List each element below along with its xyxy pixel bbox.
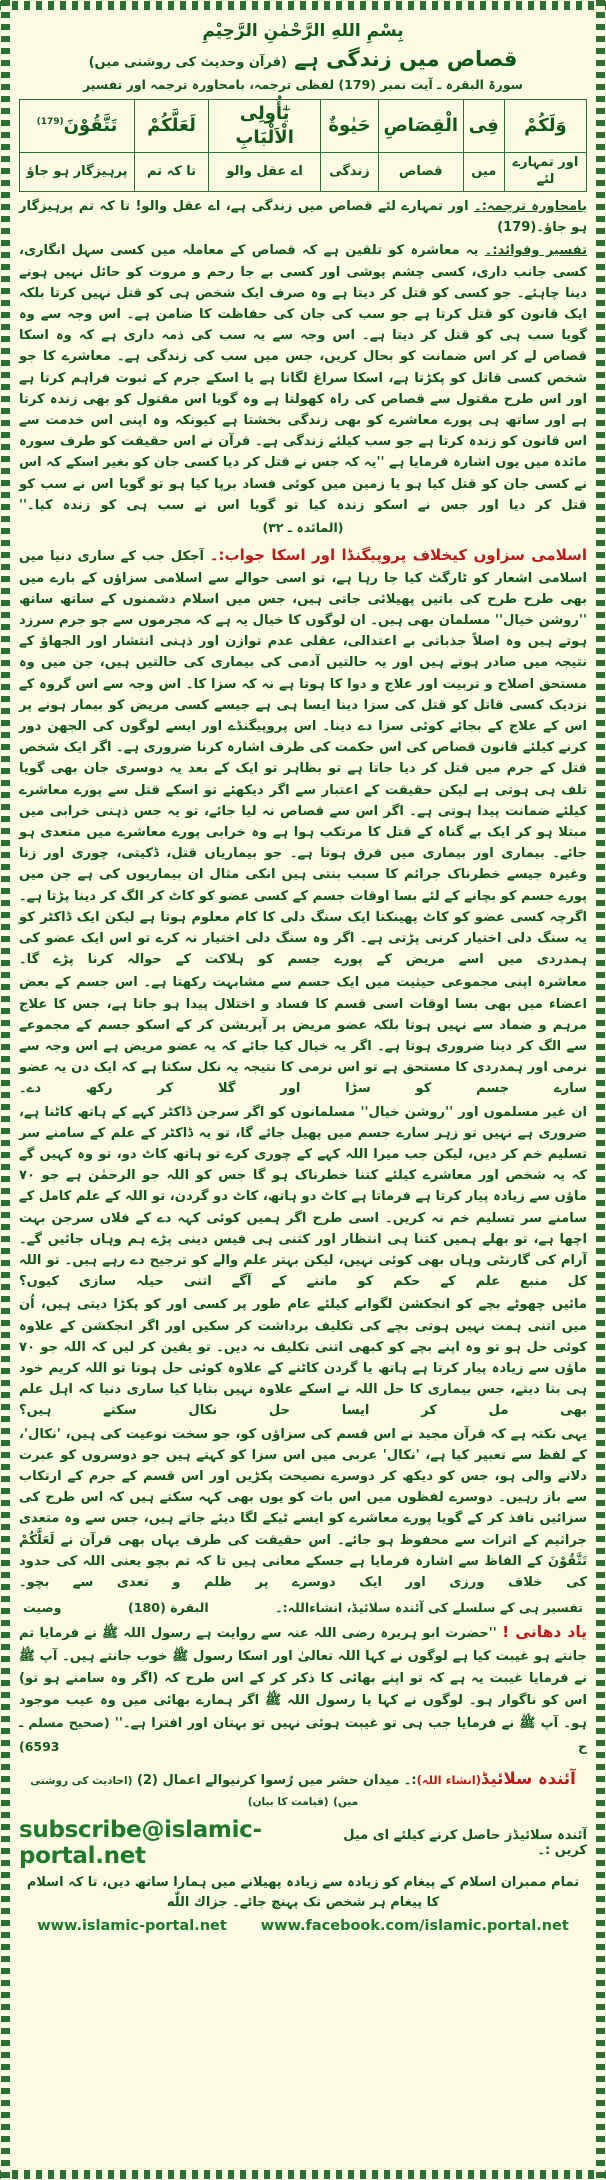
footer-links-row: [19, 1918, 587, 1934]
page-title: [19, 46, 587, 73]
section-body-4: مائیں چھوٹے بچے کو انجکشن لگوانے کیلئے عام طور پر کسی اور کو پکڑا دیتی ہیں، اُن میں اتنی ہمت نہیں ہوتی بچے کی تکلیف برداشت کر سکیں اور اگر انجکشن کے علاوہ کوئی حل ہو تو وہ اپنے بچے کو کبھی اتنی تکلیف نہ دیں۔ تو یقین کر لیں کہ اللہ جو ۷۰ ماؤں سے زیادہ پیار کرتا ہے ہاتھ یا گردن کاٹنے کے علاوہ کوئی حل ہوتا تو اللہ کریم خود ہی بتا دیتے، جس بیماری کا حل اللہ نے اسکے علاوہ نہیں بتایا کیا ساری دنیا کہ اہل علم بھی مل کر ایسا حل نکال سکتے ہیں؟: [19, 1297, 587, 1419]
page-title-subtitle: (قرآن وحدیث کی روشنی میں): [88, 55, 287, 71]
facebook-link[interactable]: www.facebook.com/islamic.portal.net: [260, 1918, 569, 1935]
subscribe-row: [19, 1817, 587, 1869]
footer-next-note-1: (احادیث کی روشنی میں): [30, 1774, 359, 1808]
section-body-5: یہی نکتہ ہے کہ قرآن مجید نے اس قسم کی سزاؤں کو، جو سخت نوعیت کی ہیں، 'نکال'، کے لفظ سے تعبیر کیا ہے، 'نکال' عربی میں اس سزا کو کہتے ہیں جو دوسروں کو عبرت دلانے والی ہو، جس کو دیکھ کر دوسرے نصیحت پکڑیں اور اس قسم کے جرم کے ارتکاب سے باز رہیں۔ دوسرے لفظوں میں اس بات کو یوں بھی کہہ سکتے ہیں کہ اس طرح کی سزائیں نافذ کر کے گویا پورے معاشرے کو ایسے ٹیکے لگا دیئے جاتے ہیں، جس سے وہ متعدی جراثیم کے اثرات سے محفوظ ہو جائے۔ اس حقیقت کی طرف یہاں بھی قرآن نے لَعَلَّكُمْ تَتَّقُوْنَ کے الفاظ سے اشارہ فرمایا ہے جسکے معانی ہیں تا کہ تم بچو یعنی اللہ کی حدود کی خلاف ورزی اور ایک دوسرے پر ظلم و تعدی سے بچو۔: [19, 1426, 587, 1591]
reminder-text: ''حضرت ابو ہریرہ رضی اللہ عنہ سے روایت ہے رسول اللہ ﷺ نے فرمایا تم جانتے ہو غیبت کیا ہے لوگوں نے کہا اللہ تعالیٰ اور اسکا رسول ﷺ خوب جانتے ہیں۔ آپ ﷺ نے فرمایا غیبت یہ ہے کہ تو اپنے بھائی کا ذکر کر کے اس طرح کہ (اگر وہ سامنے ہو تو) اس کو ناگوار ہو۔ لوگوں نے کہا یا رسول اللہ ﷺ اگر ہمارے بھائی میں وہ عیب موجود ہو۔ آپ ﷺ نے فرمایا جب ہی تو غیبت ہوئی نہیں تو بہتان اور افترا ہے۔'': [19, 1626, 587, 1732]
urdu-cell-6: تا کہ تم: [135, 153, 209, 192]
section-heading: اسلامی سزاوں کیخلاف پروپیگنڈا اور اسکا جواب:۔: [209, 546, 587, 565]
next-slide-note: تفسیر ہی کے سلسلے کی آئندہ سلائیڈ، انشاءاللہ:۔: [275, 1600, 583, 1616]
footer-next-note-2: (قیامت کا بیان): [247, 1795, 329, 1808]
urdu-cell-7: پرہیزگار ہو جاؤ: [20, 153, 135, 192]
next-slide-topic-word: وصیت: [23, 1600, 62, 1616]
footer-next-slide-line: [19, 1767, 587, 1811]
spread-message: تمام ممبران اسلام کے پیغام کو زیادہ سے زیادہ پھیلانے میں ہمارا ساتھ دیں، تا کہ اسلام کا پیغام ہر شخص تک پہنچ جائے۔ جزاك اللّٰه: [26, 1875, 580, 1910]
border-bottom-dotted: [0, 2170, 606, 2179]
translation-paragraph: [19, 196, 587, 238]
page-content: [13, 13, 593, 2167]
subscribe-label: آئندہ سلائیڈز حاصل کرنے کیلئے ای میل کریں :۔: [343, 1828, 587, 1859]
border-right-dotted: [596, 0, 605, 2180]
urdu-cell-5: اے عقل والو: [209, 153, 321, 192]
translation-text: اور تمہارے لئے قصاص میں زندگی ہے، اے عقل والو! تا کہ تم پرہیزگار ہو جاؤ۔(179): [19, 198, 587, 236]
arabic-cell-1: وَلَكُمْ: [504, 99, 586, 153]
ayat-word-table: [19, 99, 587, 192]
quran-reference: (المائدہ ـ ۳۲): [262, 519, 344, 535]
table-row-urdu: [20, 153, 587, 192]
arabic-cell-5: يٰٓأُولِى الْاَلْبَابِ: [209, 99, 321, 153]
footer-next-topic: میدان حشر میں رُسوا کرنیوالے اعمال (2): [136, 1772, 400, 1788]
reminder-title: یاد دھانی !: [502, 1623, 588, 1642]
footer-colon: :۔: [403, 1772, 417, 1788]
footer-inshallah: (انشاء اللہ): [416, 1772, 481, 1787]
subscribe-email-link[interactable]: subscribe@islamic-portal.net: [19, 1817, 262, 1870]
footer-next-slide-label: آئندہ سلائیڈ: [481, 1768, 576, 1788]
urdu-cell-2: میں: [463, 153, 504, 192]
verse-number: (179): [36, 116, 64, 127]
arabic-cell-7-text: تَتَّقُوْنَ: [63, 114, 118, 136]
section-body-3: ان غیر مسلموں اور ''روشن خیال'' مسلمانوں کو اگر سرجن ڈاکٹر کہے کے ہاتھ کاٹنا ہے، ضروری ہے نہیں تو زہر سارے جسم میں پھیل جائے گا، تو یہ ڈاکٹر کے علم کے سامنے سر تسلیم خم کر دیں، لیکن جب میرا اللہ کہے کے چوری کرے تو ہاتھ کاٹ دو، تو وہ کہیں گے کہ یہ شخص اور معاشرے کیلئے کتنا خطرناک ہو گا جس کو اللہ جو الرحمٰن ہے جو ۷۰ ماؤں سے زیادہ پیار کرتا ہے فرماتا ہے کاٹ دو ہاتھ، کاٹ دو گردن، تو اللہ کے علم کامل کے سامنے سر تسلیم خم نہ کریں۔ اسی طرح اگر ہمیں کوئی کہہ دے کے فلاں سرجن بہت اچھا ہے، تو بھلے ہمیں کتنا ہی انتظار اور کتنی ہی فیس دینی پڑے ہم وہاں جائیں گے۔ آرام کی گارنٹی وہاں بھی کوئی نہیں، لیکن بہتر علم والے کو ترجیح دے رہے ہیں۔ تو اللہ کل منبع علم کے حکم کو ماننے کے آگے اتنی حیلہ سازی کیوں؟: [19, 1104, 587, 1290]
arabic-cell-7: [20, 99, 135, 153]
translation-label: بامحاورہ ترجمہ:۔: [474, 198, 587, 214]
reminder-block: [19, 1619, 587, 1759]
section-body-1: آجکل جب کے ساری دنیا میں اسلامی اشعار کو ٹارگٹ کیا جا رہا ہے، تو اسی حوالے سے اسلامی سزاؤں کے بارے میں بھی طرح طرح کی باتیں پھیلائی جاتی ہیں، جس میں اسلام دشمنوں کے ساتھ ساتھ ''روشن خیال'' مسلمان بھی ہیں۔ ان لوگوں کا خیال یہ ہے کہ مجرموں سے جو جرم سرزد ہوتے ہیں وہ اصلاً جذباتی بے اعتدالی، عقلی عدم توازن اور ذہنی انتشار اور الجھاؤ کے نتیجہ میں صادر ہوتے ہیں اور یہ حالتیں آدمی کی بیماری کی حالتیں ہیں، جن میں وہ مستحق اصلاح و تربیت اور علاج و دوا کا ہوتا ہے نہ کہ سزا کا۔ اس وجہ سے اس گروہ کے نزدیک کسی قاتل کو قتل کی سزا دینا ایسا ہی ہے جیسے کسی مریض کو بیمار ہونے پر اس کے علاج کے بجائے کوئی سزا دے دینا۔ اس پروپیگنڈے اور ایسے لوگوں کی الجھن دور کرنے کیلئے قانون قصاص کی اس حکمت کی طرف اشارہ کرنا ضروری ہے۔ اگر ایک شخص قتل کے جرم میں قتل کر دیا جاتا ہے تو بظاہر تو ایک کے بعد یہ دوسری جان بھی گویا تلف ہی ہوتی ہے لیکن حقیقت کے اعتبار سے اگر دیکھئے تو اسکے قتل سے پورے معاشرے کیلئے ضمانت پیدا ہوتی ہے۔ اگر اس سے قصاص نہ لیا جائے، تو یہ جس ذہنی خرابی میں مبتلا ہو کر ایک بے گناہ کے قتل کا مرتکب ہوا ہے وہ خرابی پورے معاشرے میں متعدی ہو جائے۔ بیماری اور بیماری میں فرق ہوتا ہے۔ جو بیماریاں قتل، ڈکیتی، چوری اور زنا وغیرہ جیسے خطرناک جرائم کا سبب بنتی ہیں انکی مثال ان بیماریوں کی ہے جن میں پورے جسم کو بچانے کے لئے بسا اوقات جسم کے کسی عضو کو کاٹ کر الگ کر دینا پڑتا ہے۔ اگرچہ کسی عضو کو کاٹ پھینکنا ایک سنگ دلی کا کام معلوم ہوتا ہے لیکن ایک ڈاکٹر کو یہ سنگ دلی اختیار کرنی پڑتی ہے۔ اگر وہ سنگ دلی اختیار نہ کرے تو اس ایک عضو کی ہمدردی میں اسے مریض کے پورے جسم کو ہلاکت کے حوالہ کرنا پڑے گا۔: [19, 549, 587, 968]
section-body-2: معاشرہ اپنی مجموعی حیثیت میں ایک جسم سے مشابہت رکھتا ہے۔ اس جسم کے بعض اعضاء میں بھی بسا اوقات اسی قسم کا فساد و اختلال پیدا ہو جاتا ہے، جس کا علاج مرہم و ضماد سے نہیں ہوتا بلکہ عضو مریض پر آپریشن کر کے اسکو جسم کے مجموعے سے الگ کر دینا ضروری ہوتا ہے۔ اگر یہ خیال کیا جائے کہ یہ عضو مریض ہے اس وجہ سے نرمی اور ہمدردی کا مستحق ہے تو اس نرمی کا نتیجہ یہ نکل سکتا ہے کہ ایک دن یہ عضو سارے جسم کو سڑا اور گلا کر رکھ دے۔: [19, 975, 587, 1097]
next-slide-ayat-ref: البقرة (180): [128, 1600, 209, 1616]
bismillah-line: بِسْمِ اللهِ الرَّحْمٰنِ الرَّحِيْمِ: [202, 21, 404, 41]
tafseer-label: تفسیر وفوائد:۔: [484, 243, 587, 259]
border-left-dotted: [1, 0, 10, 2180]
page-title-text: قصاص میں زندگی ہے: [294, 47, 518, 72]
arabic-cell-4: حَيٰوةٌ: [321, 99, 379, 153]
urdu-cell-1: اور تمہارے لئے: [504, 153, 586, 192]
website-link[interactable]: www.islamic-portal.net: [37, 1918, 227, 1935]
arabic-cell-2: فِى: [463, 99, 504, 153]
arabic-cell-3: الْقِصَاصِ: [378, 99, 463, 153]
surah-reference-line: سورۃ البقرہ ـ آیت نمبر (179) لفظی ترجمہ، بامحاورہ ترجمہ اور تفسیر: [83, 76, 523, 92]
border-top-dotted: [0, 1, 606, 10]
section-islamic-punishments: [19, 543, 587, 970]
urdu-cell-4: زندگی: [321, 153, 379, 192]
tafseer-body: یہ معاشرہ کو تلقین ہے کہ قصاص کے معاملہ میں کسی سہل انگاری، کسی جانب داری، کسی چشم پوشی اور کسی بے جا رحم و مروت کو حائل نہیں ہونے دینا چاہئے۔ جو کسی کو قتل کر دیتا ہے وہ صرف ایک شخص ہی کو قتل نہیں کرتا بلکہ ایک قانون کو قتل کرتا ہے جو سب کی جان کی حفاظت کا ضامن ہے۔ اس وجہ سے وہ گویا سب ہی کو قتل کر دیتا ہے۔ اس وجہ سے یہ سب کی ذمہ داری ہے کہ وہ اسکا قصاص لے کر اس ضمانت کو بحال کریں، جس میں سب کی زندگی ہے۔ معاشرے کا جو شخص کسی قاتل کو پکڑتا ہے، اسکا سراغ لگاتا ہے یا اسکے جرم کے ثبوت فراہم کرتا ہے اور اس طرح مقتول سے قصاص کی راہ کھولتا ہے وہ گویا اس مقتول کو بھی زندہ کرتا ہے اور ساتھ ہی پورے معاشرے کو بھی زندگی بخشتا ہے کیونکہ وہ اپنی اس خدمت سے اس قانون کو زندہ کرتا ہے جو سب کیلئے زندگی ہے۔ قرآن نے اس حقیقت کو طرف سورہ مائدہ میں یوں اشارہ فرمایا ہے ''یہ کہ جس نے قتل کر دیا کسی جان کو بغیر اسکے کہ اس نے کسی جان کو قتل کیا ہو یا زمین میں کوئی فساد برپا کیا ہو تو گویا اس نے سب کو قتل کر دیا اور جس نے اسکو زندہ کیا تو گویا اس نے سب ہی کو زندہ کیا۔'': [19, 243, 587, 513]
table-row-arabic: [20, 99, 587, 153]
urdu-cell-3: قصاص: [378, 153, 463, 192]
tafseer-paragraph: [19, 240, 587, 516]
hadith-source: (صحیح مسلم ـ ح 6593): [19, 1715, 587, 1754]
arabic-cell-6: لَعَلَّكُمْ: [135, 99, 209, 153]
next-slide-line: [19, 1600, 587, 1615]
